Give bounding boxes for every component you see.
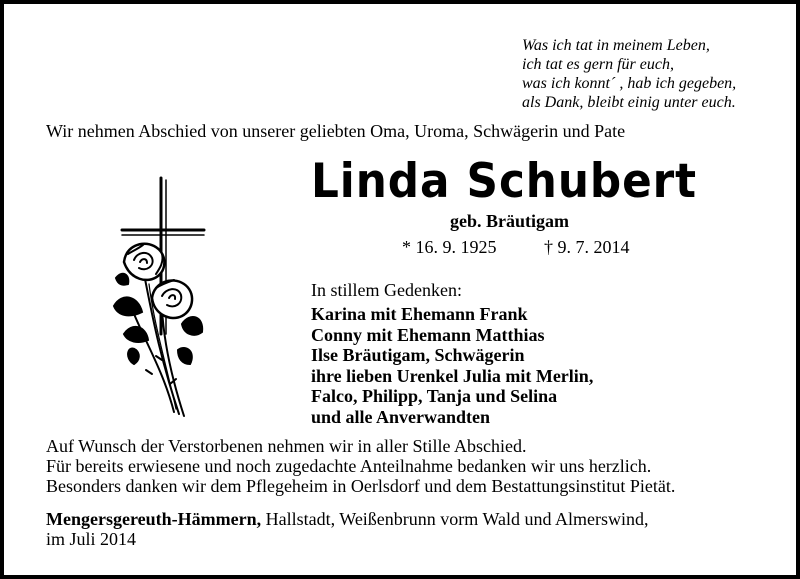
birth-date: * 16. 9. 1925 [402,237,497,257]
maiden-name: geb. Bräutigam [450,211,569,231]
notice-date: im Juli 2014 [46,529,137,549]
closing-text [46,436,675,496]
cross-with-roses-icon [104,174,214,424]
mourners-list [311,304,593,427]
death-date: † 9. 7. 2014 [544,237,630,257]
intro-text: Wir nehmen Abschied von unserer geliebten Oma, Uroma, Schwägerin und Pate [46,121,626,141]
mourner-line: Falco, Philipp, Tanja und Selina [311,386,558,406]
place-line [46,509,649,529]
poem [522,36,736,112]
memory-heading: In stillem Gedenken: [311,280,462,300]
mourner-line: ihre lieben Urenkel Julia mit Merlin, [311,365,594,386]
mourner-line: und alle Anverwandten [311,406,491,427]
closing-line: Auf Wunsch der Verstorbenen nehmen wir in aller Stille Abschied. [46,436,527,456]
closing-line: Besonders danken wir dem Pflegeheim in Oerlsdorf und dem Bestattungsinstitut Pietät. [46,476,676,496]
poem-line: ich tat es gern für euch, [522,56,674,73]
poem-line: Was ich tat in meinem Leben, [522,37,710,54]
poem-line: als Dank, bleibt einig unter euch. [522,94,736,111]
mourner-line: Ilse Bräutigam, Schwägerin [311,345,525,365]
place-and-date [46,509,649,549]
place-rest: Hallstadt, Weißenbrunn vorm Wald und Almerswind, [261,509,649,529]
poem-line: was ich konnt´ , hab ich gegeben, [522,75,737,92]
deceased-name: Linda Schubert [311,154,697,209]
mourner-line: Karina mit Ehemann Frank [311,304,528,324]
mourner-line: Conny mit Ehemann Matthias [311,324,545,345]
closing-line: Für bereits erwiesene und noch zugedachte Anteilnahme bedanken wir uns herzlich. [46,456,652,476]
place-main: Mengersgereuth-Hämmern, [46,509,262,529]
